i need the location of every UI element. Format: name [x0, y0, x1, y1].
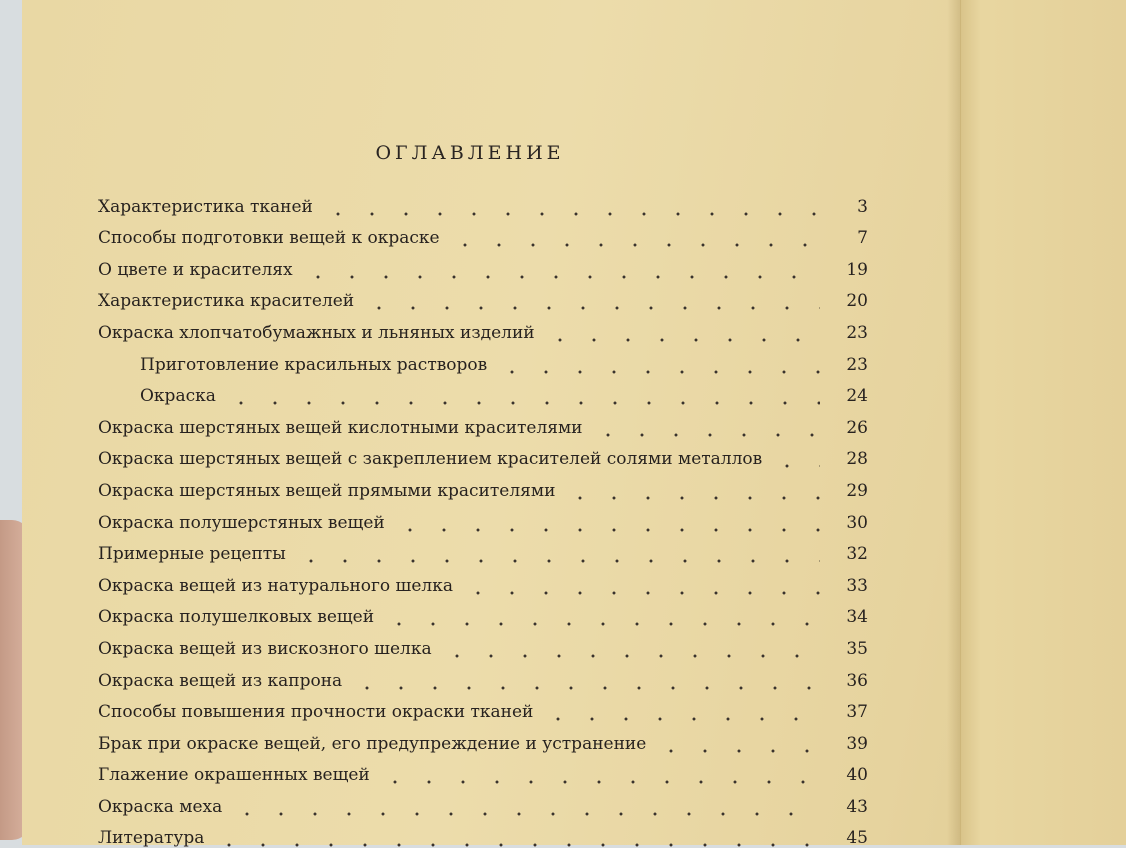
toc-page-number: 35 — [846, 638, 868, 659]
toc-entry — [98, 311, 868, 343]
next-page-edge — [960, 0, 1126, 845]
toc-entry — [98, 817, 868, 848]
toc-entry-text: Характеристика красителей — [98, 291, 355, 312]
toc-page-number: 39 — [846, 733, 868, 754]
toc-entry — [98, 501, 868, 533]
toc-entry-text: Литература — [98, 828, 205, 848]
toc-entry-text: Глажение окрашенных вещей — [98, 765, 370, 786]
table-of-contents — [98, 185, 868, 848]
toc-page-number: 3 — [857, 196, 868, 217]
toc-entry — [98, 185, 868, 217]
toc-entry-text: О цвете и красителях — [98, 259, 293, 280]
dot-leader — [543, 323, 820, 343]
toc-page-number: 43 — [846, 796, 868, 817]
toc-page-number: 33 — [846, 575, 868, 596]
dot-leader — [461, 576, 820, 596]
dot-leader — [440, 639, 820, 659]
toc-page-number: 29 — [846, 480, 868, 501]
toc-page-number: 34 — [846, 607, 868, 628]
toc-entry-text: Окраска шерстяных вещей с закреплением красителей солями металлов — [98, 449, 763, 470]
toc-page-number: 28 — [846, 449, 868, 470]
toc-entry — [98, 533, 868, 565]
toc-entry-text: Способы повышения прочности окраски тканей — [98, 702, 534, 723]
toc-page-number: 23 — [846, 322, 868, 343]
toc-entry-text: Характеристика тканей — [98, 196, 313, 217]
dot-leader — [362, 291, 820, 311]
toc-entry-text: Окраска вещей из вискозного шелка — [98, 638, 432, 659]
toc-entry — [98, 248, 868, 280]
toc-entry-text: Брак при окраске вещей, его предупреждение и устранение — [98, 733, 647, 754]
toc-entry — [98, 438, 868, 470]
toc-entry-text: Приготовление красильных растворов — [140, 354, 488, 375]
dot-leader — [294, 544, 820, 564]
dot-leader — [224, 386, 820, 406]
dot-leader — [495, 355, 820, 375]
toc-page-number: 26 — [846, 417, 868, 438]
dot-leader — [382, 607, 820, 627]
toc-page-number: 7 — [857, 228, 868, 249]
toc-entry — [98, 722, 868, 754]
dot-leader — [212, 828, 820, 848]
toc-entry-text: Окраска меха — [98, 796, 223, 817]
dot-leader — [321, 197, 820, 217]
dot-leader — [563, 481, 820, 501]
toc-page-number: 36 — [846, 670, 868, 691]
dot-leader — [448, 228, 820, 248]
dot-leader — [301, 260, 820, 280]
toc-entry-text: Окраска — [140, 386, 216, 407]
toc-entry — [98, 406, 868, 438]
toc-entry — [98, 469, 868, 501]
dot-leader — [350, 671, 820, 691]
toc-page-number: 40 — [846, 765, 868, 786]
toc-entry-text: Способы подготовки вещей к окраске — [98, 228, 440, 249]
toc-entry — [98, 343, 868, 375]
toc-entry-text: Примерные рецепты — [98, 544, 286, 565]
toc-entry-text: Окраска шерстяных вещей прямыми красителями — [98, 480, 556, 501]
dot-leader — [378, 765, 820, 785]
toc-entry — [98, 691, 868, 723]
dot-leader — [654, 734, 820, 754]
dot-leader — [393, 513, 820, 533]
toc-entry-text: Окраска полушелковых вещей — [98, 607, 375, 628]
toc-entry-text: Окраска вещей из капрона — [98, 670, 343, 691]
toc-page-number: 19 — [846, 259, 868, 280]
toc-entry — [98, 564, 868, 596]
toc-entry — [98, 627, 868, 659]
toc-entry-text: Окраска вещей из натурального шелка — [98, 575, 453, 596]
toc-page-number: 24 — [846, 386, 868, 407]
toc-entry-text: Окраска хлопчатобумажных и льняных изделий — [98, 322, 535, 343]
dot-leader — [541, 702, 820, 722]
toc-title: ОГЛАВЛЕНИЕ — [375, 142, 565, 164]
toc-page-number: 32 — [846, 544, 868, 565]
toc-page-number: 30 — [846, 512, 868, 533]
dot-leader — [230, 797, 820, 817]
toc-entry — [98, 659, 868, 691]
toc-entry — [98, 754, 868, 786]
dot-leader — [591, 418, 820, 438]
toc-entry — [98, 785, 868, 817]
dot-leader — [770, 449, 820, 469]
toc-page-number: 20 — [846, 291, 868, 312]
toc-entry-text: Окраска полушерстяных вещей — [98, 512, 385, 533]
toc-entry-text: Окраска шерстяных вещей кислотными красителями — [98, 417, 583, 438]
toc-page-number: 45 — [846, 828, 868, 848]
toc-entry — [98, 217, 868, 249]
toc-page-number: 23 — [846, 354, 868, 375]
toc-entry — [98, 375, 868, 407]
toc-entry — [98, 596, 868, 628]
toc-entry — [98, 280, 868, 312]
toc-page-number: 37 — [846, 702, 868, 723]
